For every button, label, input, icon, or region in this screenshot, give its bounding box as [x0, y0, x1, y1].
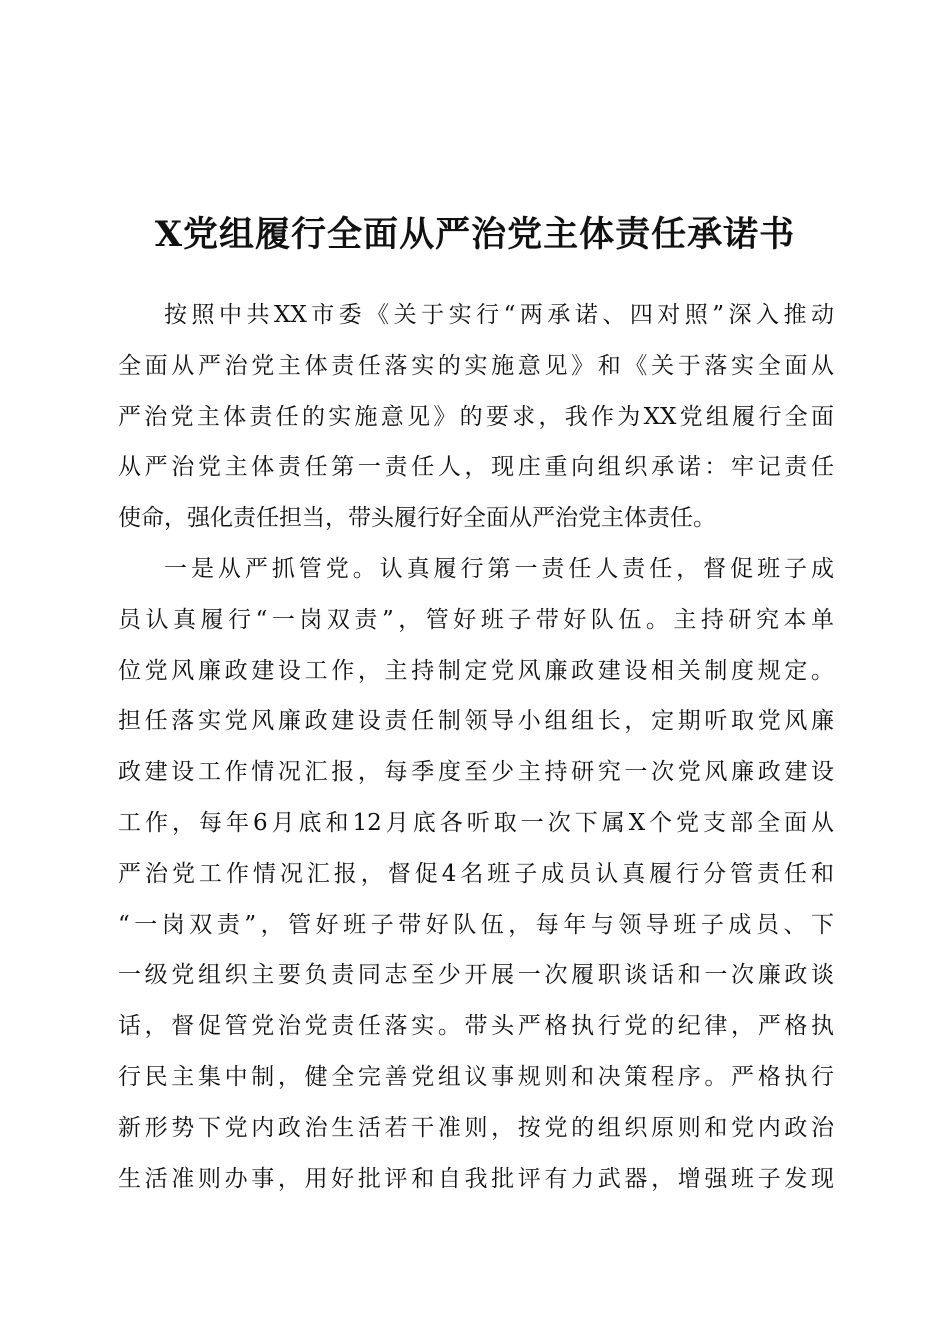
paragraph-line: 担任落实党风廉政建设责任制领导小组组长，定期听取党风廉	[118, 708, 834, 735]
document-body	[118, 290, 834, 1204]
paragraph-line: 工作，每年6月底和12月底各听取一次下属X个党支部全面从	[118, 809, 834, 836]
paragraph-line: 从严治党主体责任第一责任人，现庄重向组织承诺：牢记责任	[118, 454, 834, 481]
paragraph-line: 话，督促管党治党责任落实。带头严格执行党的纪律，严格执	[118, 1013, 834, 1040]
paragraph-line: 一是从严抓管党。认真履行第一责任人责任，督促班子成	[164, 555, 834, 582]
document-title: X党组履行全面从严治党主体责任承诺书	[154, 214, 796, 255]
paragraph-line: 严治党主体责任的实施意见》的要求，我作为XX党组履行全面	[118, 403, 834, 430]
paragraph-line: 严治党工作情况汇报，督促4名班子成员认真履行分管责任和	[118, 860, 834, 887]
paragraph-line: 行民主集中制，健全完善党组议事规则和决策程序。严格执行	[118, 1063, 834, 1090]
paragraph-line: 一级党组织主要负责同志至少开展一次履职谈话和一次廉政谈	[118, 962, 834, 989]
paragraph-line: 新形势下党内政治生活若干准则，按党的组织原则和党内政治	[118, 1114, 834, 1141]
paragraph-line: 使命，强化责任担当，带头履行好全面从严治党主体责任。	[118, 505, 716, 532]
paragraph-line: 生活准则办事，用好批评和自我批评有力武器，增强班子发现	[118, 1165, 834, 1192]
paragraph-line: 全面从严治党主体责任落实的实施意见》和《关于落实全面从	[118, 352, 834, 379]
paragraph-line: 位党风廉政建设工作，主持制定党风廉政建设相关制度规定。	[118, 657, 834, 684]
paragraph-line: 按照中共XX市委《关于实行“两承诺、四对照”深入推动	[164, 302, 834, 328]
paragraph-line: “一岗双责”，管好班子带好队伍，每年与领导班子成员、下	[118, 911, 834, 938]
paragraph-line: 政建设工作情况汇报，每季度至少主持研究一次党风廉政建设	[118, 759, 834, 786]
paragraph-line: 员认真履行“一岗双责”，管好班子带好队伍。主持研究本单	[118, 606, 834, 633]
